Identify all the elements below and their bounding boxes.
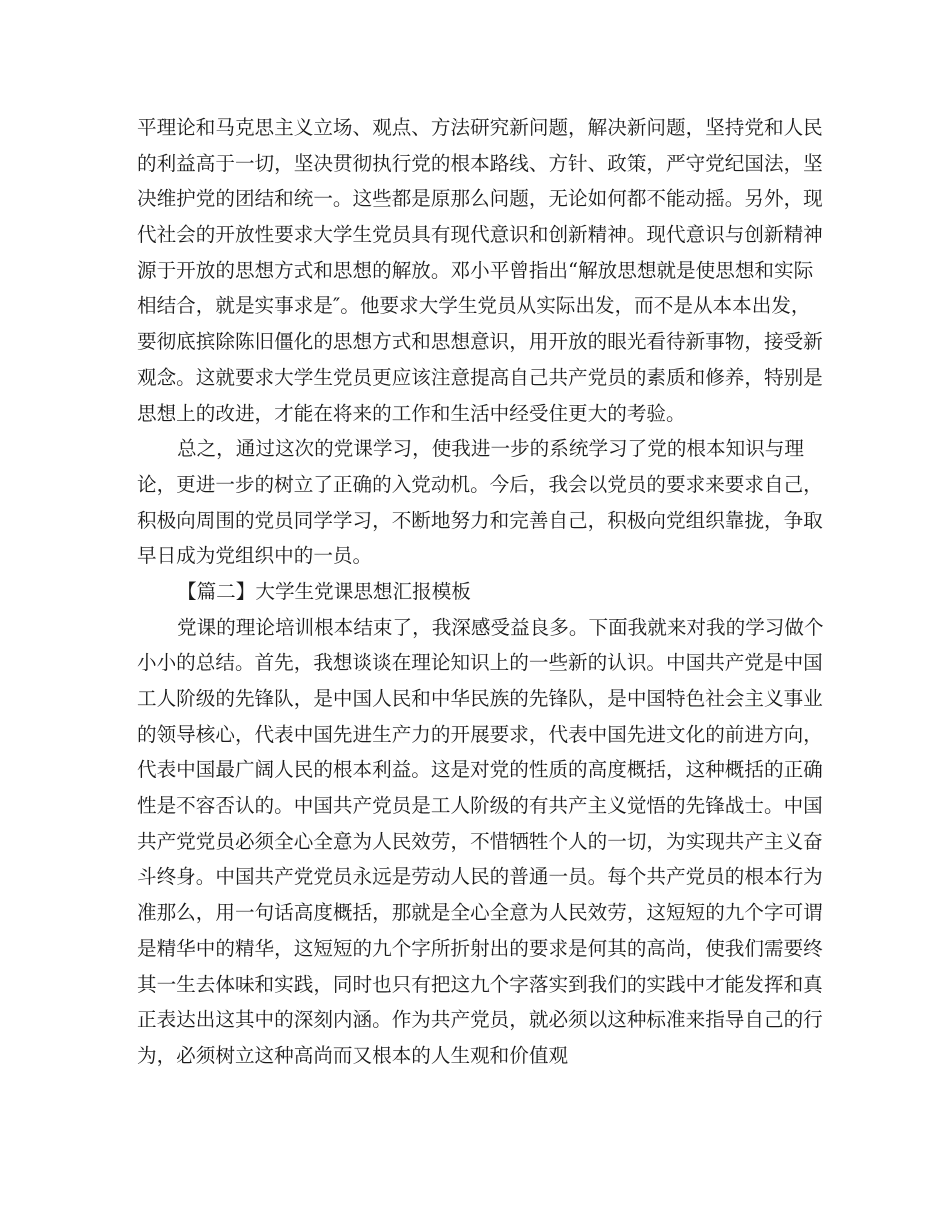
text-line: 小小的总结。首先，我想谈谈在理论知识上的一些新的认识。中国共产党是中国: [137, 651, 823, 675]
text-line: 平理论和马克思主义立场、观点、方法研究新问题，解决新问题，坚持党和人民: [137, 116, 823, 139]
text-line: 代社会的开放性要求大学生党员具有现代意识和创新精神。现代意识与创新精神: [137, 223, 823, 247]
text-line: 相结合，就是实事求是″。他要求大学生党员从实际出发，而不是从本本出发，: [137, 294, 811, 318]
text-line: 观念。这就要求大学生党员更应该注意提高自己共产党员的素质和修养，特别是: [137, 365, 823, 389]
section-heading: 【篇二】大学生党课思想汇报模板: [177, 579, 471, 603]
text-line: 其一生去体味和实践，同时也只有把这九个字落实到我们的实践中才能发挥和真: [137, 972, 823, 996]
text-line: 正表达出这其中的深刻内涵。作为共产党员，就必须以这种标准来指导自己的行: [137, 1008, 823, 1032]
text-line: 要彻底摈除陈旧僵化的思想方式和思想意识，用开放的眼光看待新事物，接受新: [137, 330, 823, 354]
text-line: 是精华中的精华，这短短的九个字所折射出的要求是何其的高尚，使我们需要终: [137, 936, 823, 960]
text-line: 早日成为党组织中的一员。: [137, 544, 373, 568]
document-page: [137, 110, 824, 1074]
text-line: 性是不容否认的。中国共产党员是工人阶级的有共产主义觉悟的先锋战士。中国: [137, 794, 823, 818]
text-line: 斗终身。中国共产党党员永远是劳动人民的普通一员。每个共产党员的根本行为: [137, 865, 823, 889]
text-line: 为，必须树立这种高尚而又根本的人生观和价值观: [137, 1043, 569, 1067]
text-line: 源于开放的思想方式和思想的解放。邓小平曾指出“解放思想就是使思想和实际: [137, 258, 814, 282]
text-line: 党课的理论培训根本结束了，我深感受益良多。下面我就来对我的学习做个: [177, 615, 824, 639]
text-line: 的利益高于一切，坚决贯彻执行党的根本路线、方针、政策，严守党纪国法，坚: [137, 151, 823, 175]
text-line: 思想上的改进，才能在将来的工作和生活中经受住更大的考验。: [137, 401, 686, 425]
text-line: 准那么，用一句话高度概括，那就是全心全意为人民效劳，这短短的九个字可谓: [137, 901, 823, 925]
text-line: 积极向周围的党员同学学习，不断地努力和完善自己，积极向党组织靠拢，争取: [137, 508, 823, 532]
text-line: 总之，通过这次的党课学习，使我进一步的系统学习了党的根本知识与理: [177, 437, 804, 461]
text-line: 代表中国最广阔人民的根本利益。这是对党的性质的高度概括，这种概括的正确: [137, 758, 823, 782]
text-line: 决维护党的团结和统一。这些都是原那么问题，无论如何都不能动摇。另外，现: [137, 187, 823, 211]
text-line: 论，更进一步的树立了正确的入党动机。今后，我会以党员的要求来要求自己，: [137, 472, 823, 496]
text-line: 共产党党员必须全心全意为人民效劳，不惜牺牲个人的一切，为实现共产主义奋: [137, 829, 823, 853]
text-line: 工人阶级的先锋队，是中国人民和中华民族的先锋队，是中国特色社会主义事业: [137, 687, 823, 710]
text-line: 的领导核心，代表中国先进生产力的开展要求，代表中国先进文化的前进方向，: [137, 722, 823, 746]
